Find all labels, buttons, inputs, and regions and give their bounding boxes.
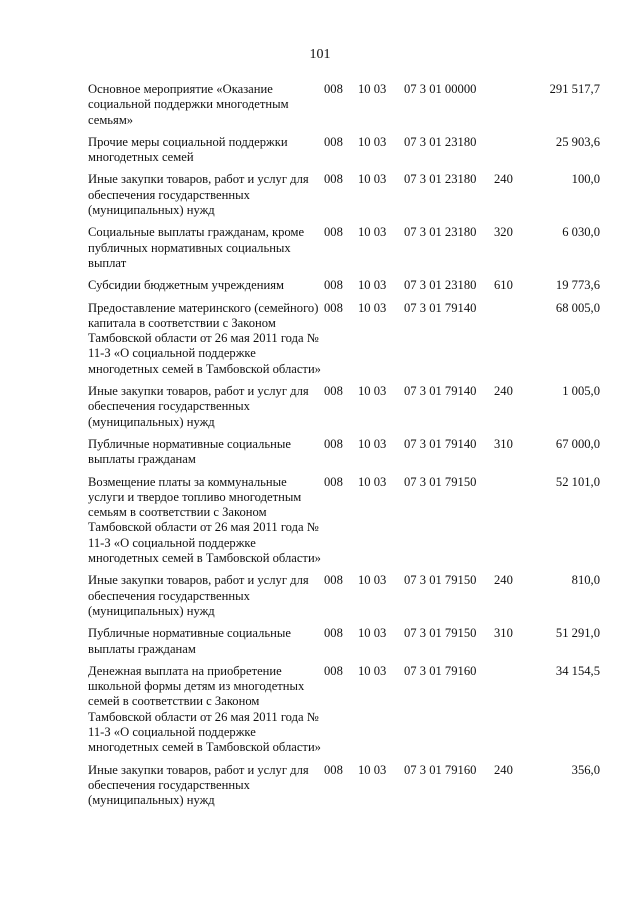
amount: 68 005,0 (555, 300, 600, 315)
row-name: Субсидии бюджетным учреждениям (88, 278, 284, 293)
row-name: Иные закупки товаров, работ и услуг для обеспечения государственных (муниципальных) нужд (88, 762, 309, 808)
table-row (88, 172, 600, 218)
table-row (88, 437, 600, 468)
target-code: 07 3 01 79140 (404, 300, 477, 315)
section-code: 10 03 (358, 663, 387, 678)
table-row (88, 626, 600, 657)
section-code: 10 03 (358, 436, 387, 451)
budget-table (88, 82, 600, 815)
table-row (88, 763, 600, 809)
amount: 19 773,6 (555, 278, 600, 293)
row-name: Иные закупки товаров, работ и услуг для обеспечения государственных (муниципальных) нужд (88, 573, 309, 618)
row-name: Иные закупки товаров, работ и услуг для обеспечения государственных (муниципальных) нужд (88, 172, 309, 218)
row-name: Основное мероприятие «Оказание социальной поддержки многодетным семьям» (88, 82, 289, 127)
target-code: 07 3 01 79140 (404, 384, 477, 399)
table-row (88, 475, 600, 567)
expense-type-code: 240 (494, 573, 513, 588)
table-row (88, 278, 600, 293)
ministry-code: 008 (324, 474, 343, 489)
table-row (88, 135, 600, 166)
amount: 34 154,5 (555, 663, 600, 678)
page-number: 101 (309, 47, 331, 62)
section-code: 10 03 (358, 573, 387, 588)
target-code: 07 3 01 79160 (404, 762, 477, 777)
section-code: 10 03 (358, 384, 387, 399)
section-code: 10 03 (358, 134, 387, 149)
amount: 52 101,0 (555, 474, 600, 489)
ministry-code: 008 (324, 384, 343, 399)
target-code: 07 3 01 23180 (404, 278, 477, 293)
section-code: 10 03 (358, 626, 387, 641)
table-row (88, 225, 600, 271)
row-name: Социальные выплаты гражданам, кроме публичных нормативных социальных выплат (88, 225, 305, 270)
table-row (88, 664, 600, 756)
expense-type-code: 320 (494, 225, 513, 240)
expense-type-code: 240 (494, 172, 513, 187)
target-code: 07 3 01 00000 (404, 82, 477, 96)
amount: 291 517,7 (549, 82, 600, 96)
table-row (88, 301, 600, 377)
ministry-code: 008 (324, 134, 343, 149)
ministry-code: 008 (324, 573, 343, 588)
ministry-code: 008 (324, 663, 343, 678)
section-code: 10 03 (358, 762, 387, 777)
amount: 356,0 (571, 762, 600, 777)
ministry-code: 008 (324, 225, 343, 240)
ministry-code: 008 (324, 300, 343, 315)
row-name: Возмещение платы за коммунальные услуги и твердое топливо многодетным семьям в соответствии с Законом Тамбовской области от 26 мая 2011 года № 11-З «О социальной поддержке многодетных семей в Тамбовской области» (88, 474, 321, 566)
target-code: 07 3 01 79160 (404, 663, 477, 678)
expense-type-code: 310 (494, 626, 513, 641)
target-code: 07 3 01 23180 (404, 225, 477, 240)
target-code: 07 3 01 79150 (404, 626, 477, 641)
target-code: 07 3 01 79140 (404, 436, 477, 451)
expense-type-code: 310 (494, 436, 513, 451)
row-name: Иные закупки товаров, работ и услуг для обеспечения государственных (муниципальных) нужд (88, 384, 309, 429)
amount: 100,0 (571, 172, 600, 187)
section-code: 10 03 (358, 225, 387, 240)
section-code: 10 03 (358, 278, 387, 293)
amount: 1 005,0 (562, 384, 600, 399)
expense-type-code: 240 (494, 384, 513, 399)
row-name: Прочие меры социальной поддержки многодетных семей (88, 134, 288, 165)
section-code: 10 03 (358, 172, 387, 187)
ministry-code: 008 (324, 172, 343, 187)
amount: 6 030,0 (562, 225, 600, 240)
expense-type-code: 610 (494, 278, 513, 293)
table-row (88, 82, 600, 128)
row-name: Публичные нормативные социальные выплаты гражданам (88, 626, 291, 656)
amount: 810,0 (571, 573, 600, 588)
ministry-code: 008 (324, 278, 343, 293)
amount: 25 903,6 (555, 134, 600, 149)
amount: 67 000,0 (555, 436, 600, 451)
table-row (88, 384, 600, 430)
ministry-code: 008 (324, 762, 343, 777)
target-code: 07 3 01 79150 (404, 573, 477, 588)
row-name: Публичные нормативные социальные выплаты гражданам (88, 436, 291, 467)
section-code: 10 03 (358, 474, 387, 489)
ministry-code: 008 (324, 436, 343, 451)
section-code: 10 03 (358, 82, 387, 96)
table-row (88, 573, 600, 619)
target-code: 07 3 01 23180 (404, 172, 477, 187)
target-code: 07 3 01 23180 (404, 134, 477, 149)
target-code: 07 3 01 79150 (404, 474, 477, 489)
ministry-code: 008 (324, 626, 343, 641)
ministry-code: 008 (324, 82, 343, 96)
row-name: Предоставление материнского (семейного) капитала в соответствии с Законом Тамбовской области от 26 мая 2011 года № 11-З «О социальной поддержке многодетных семей в Тамбовской области» (88, 300, 321, 376)
expense-type-code: 240 (494, 762, 513, 777)
section-code: 10 03 (358, 300, 387, 315)
amount: 51 291,0 (555, 626, 600, 641)
row-name: Денежная выплата на приобретение школьной формы детям из многодетных семей в соответствии с Законом Тамбовской области от 26 мая 2011 года № 11-З «О социальной поддержке многодетных семей в Тамбовской области» (88, 663, 321, 755)
